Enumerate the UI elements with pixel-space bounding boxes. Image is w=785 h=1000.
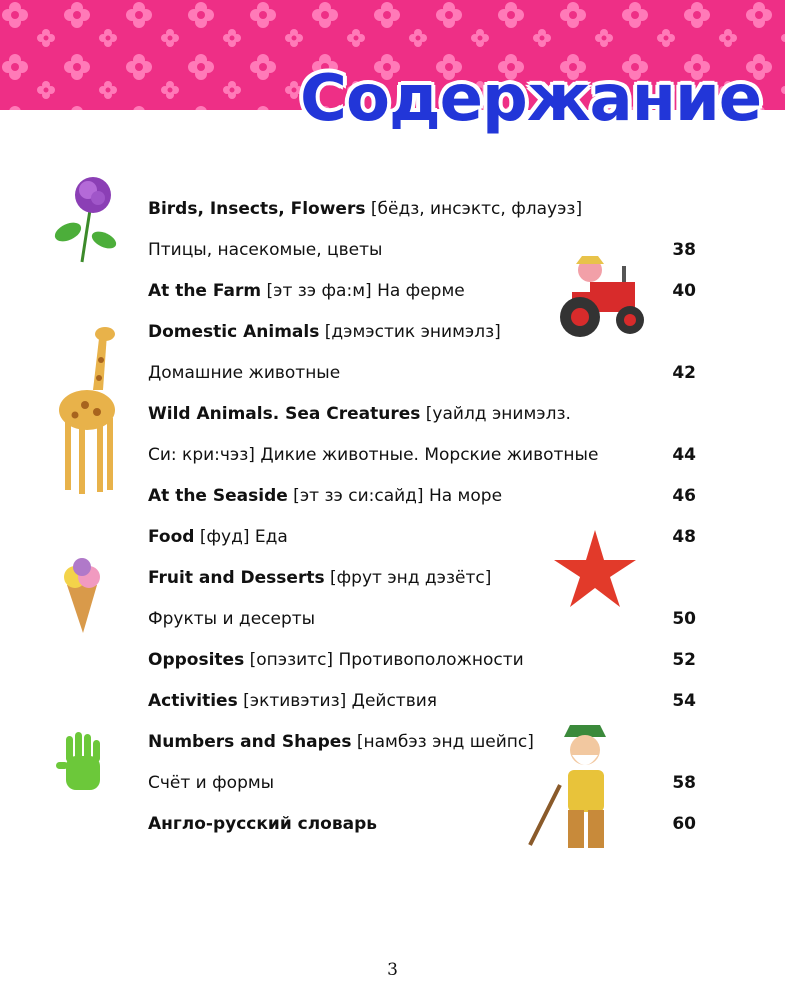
toc-line <box>148 479 696 513</box>
toc-english-title: At the Seaside <box>148 486 288 506</box>
grandfather-illustration <box>520 715 640 869</box>
toc-english-title: At the Farm <box>148 281 262 301</box>
toc-page-number: 52 <box>672 650 696 670</box>
ice-cream-illustration <box>57 555 107 639</box>
toc-russian-text: Домашние животные <box>148 363 341 383</box>
toc-page-number: 46 <box>672 486 696 506</box>
toc-russian-text: [уайлд энимэлз. <box>420 404 571 424</box>
toc-russian-text: [опэзитс] Противоположности <box>244 650 524 670</box>
green-glove-illustration <box>52 728 112 802</box>
toc-russian-text: [фрут энд дэзётс] <box>324 568 492 588</box>
toc-line <box>148 643 696 677</box>
toc-page-number: 40 <box>672 281 696 301</box>
toc-line <box>148 684 696 718</box>
toc-line <box>148 438 696 472</box>
toc-english-title: Food <box>148 527 195 547</box>
giraffe-illustration <box>45 320 145 504</box>
toc-english-title: Opposites <box>148 650 245 670</box>
toc-english-title: Birds, Insects, Flowers <box>148 199 366 219</box>
toc-page-number: 42 <box>672 363 696 383</box>
starfish-illustration <box>550 525 640 614</box>
tractor-illustration <box>550 252 650 346</box>
toc-russian-text: Счёт и формы <box>148 773 275 793</box>
toc-english-title: Wild Animals. Sea Creatures <box>148 404 421 424</box>
toc-russian-text: [эт зэ фа:м] На ферме <box>261 281 465 301</box>
toc-russian-text: [бёдз, инсэктс, флауэз] <box>365 199 583 219</box>
toc-line <box>148 356 696 390</box>
toc-english-title: Numbers and Shapes <box>148 732 352 752</box>
toc-page-number: 48 <box>672 527 696 547</box>
toc-line <box>148 397 696 431</box>
toc-english-title: Domestic Animals <box>148 322 320 342</box>
toc-russian-text: [эктивэтиз] Действия <box>237 691 437 711</box>
toc-russian-text: [эт зэ си:сайд] На море <box>287 486 503 506</box>
toc-page-number: 60 <box>672 814 696 834</box>
toc-russian-text: Птицы, насекомые, цветы <box>148 240 383 260</box>
toc-russian-text: Си: кри:чэз] Дикие животные. Морские животные <box>148 445 599 465</box>
toc-page-number: 44 <box>672 445 696 465</box>
toc-russian-text: [фуд] Еда <box>194 527 288 547</box>
toc-english-title: Activities <box>148 691 238 711</box>
toc-english-title: Fruit and Desserts <box>148 568 325 588</box>
toc-page-number: 38 <box>672 240 696 260</box>
toc-page-number: 54 <box>672 691 696 711</box>
rose-illustration <box>38 170 128 269</box>
page-number: 3 <box>387 960 398 980</box>
toc-english-title: Англо-русский словарь <box>148 814 378 834</box>
toc-page-number: 50 <box>672 609 696 629</box>
toc-line <box>148 192 696 226</box>
toc-russian-text: Фрукты и десерты <box>148 609 316 629</box>
toc-russian-text: [намбэз энд шейпс] <box>351 732 534 752</box>
toc-russian-text: [дэмэстик энимэлз] <box>319 322 501 342</box>
page-title: Содержание <box>300 62 762 136</box>
toc-page-number: 58 <box>672 773 696 793</box>
